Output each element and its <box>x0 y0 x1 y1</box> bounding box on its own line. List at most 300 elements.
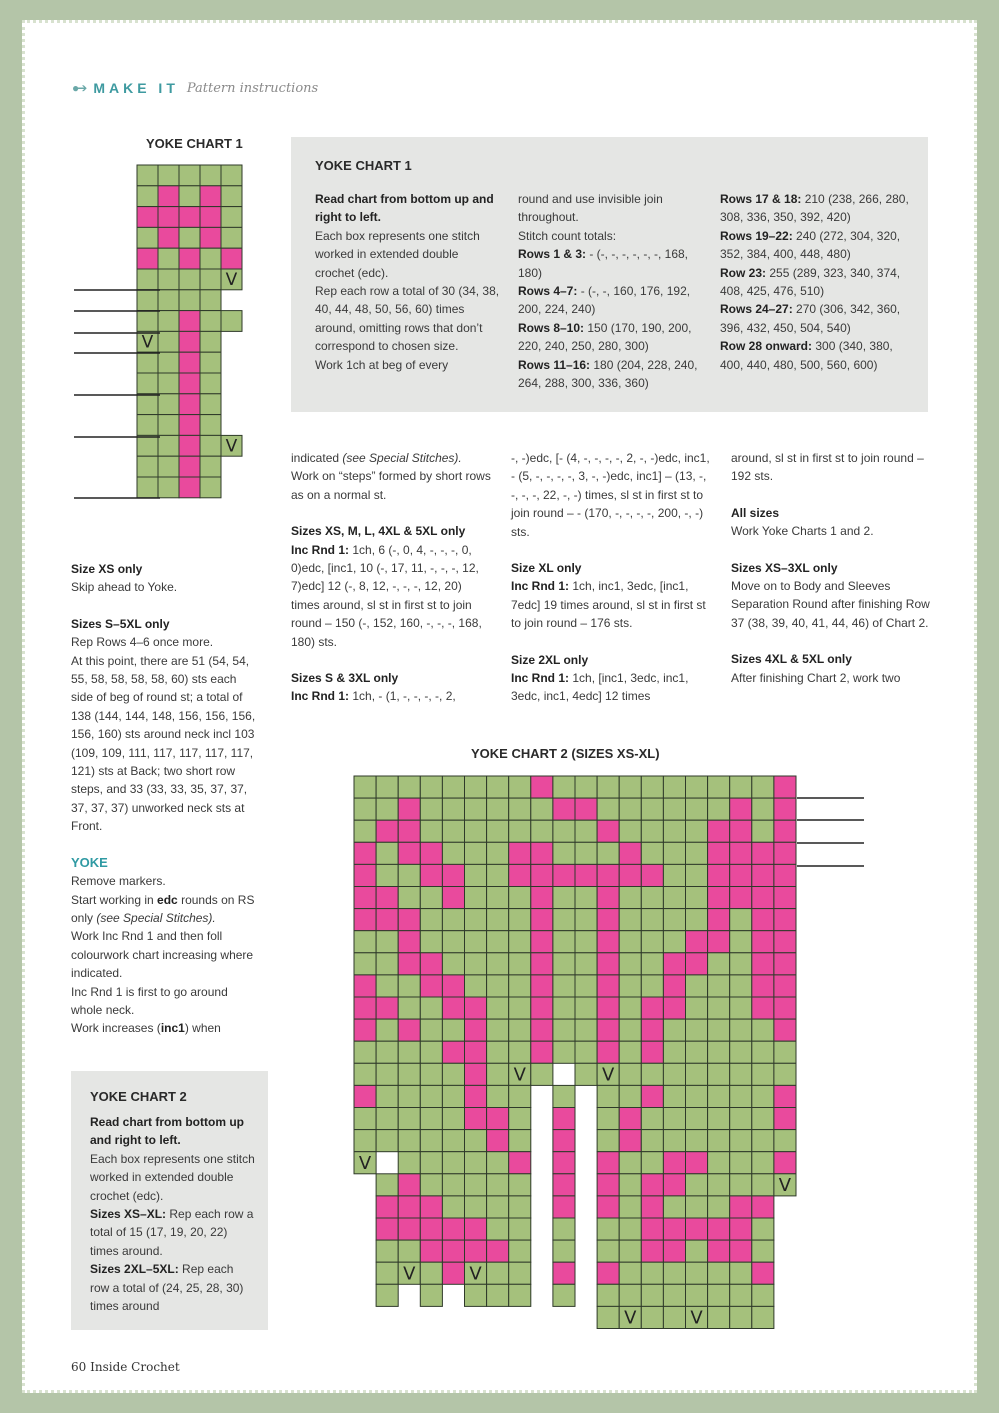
chart2-cell <box>708 1019 730 1041</box>
chart2-cell <box>398 1108 420 1130</box>
arrow-icon: ●➔ <box>72 81 86 95</box>
chart1-cell <box>179 227 200 248</box>
chart1-cell <box>158 373 179 394</box>
chart2-cell <box>376 1218 398 1240</box>
yoke-text-3: Work Inc Rnd 1 and then foll colourwork chart increasing where indicated. <box>71 929 254 981</box>
chart1-cell <box>179 352 200 373</box>
chart2-cell <box>641 1063 663 1085</box>
chart2-cell <box>619 1218 641 1240</box>
chart2-cell <box>420 1130 442 1152</box>
chart1-cell <box>200 227 221 248</box>
chart2-cell <box>752 1174 774 1196</box>
chart2-cell <box>641 864 663 886</box>
chart1-cell <box>179 165 200 186</box>
chart2-cell <box>641 1196 663 1218</box>
chart2-cell <box>354 1063 376 1085</box>
chart2-cell <box>398 798 420 820</box>
chart2-cell <box>730 887 752 909</box>
chart2-increase-mark: V <box>690 1307 703 1329</box>
chart2-cell <box>663 1262 685 1284</box>
chart2-cell <box>420 1262 442 1284</box>
chart2-cell <box>708 975 730 997</box>
chart2-cell <box>553 1174 575 1196</box>
chart2-cell <box>487 1130 509 1152</box>
chart1-box-line: Rows 11–16: 180 (204, 228, 240, 264, 288, 300, 336, 360) <box>518 357 698 391</box>
chart2-cell <box>420 776 442 798</box>
chart2-cell <box>420 1041 442 1063</box>
chart2-cell <box>487 1152 509 1174</box>
chart2-cell <box>420 1085 442 1107</box>
chart2-cell <box>752 1063 774 1085</box>
chart2-cell <box>376 1019 398 1041</box>
chart2-cell <box>376 1085 398 1107</box>
chart2-cell <box>752 997 774 1019</box>
chart1-cell <box>137 186 158 207</box>
chart2-cell <box>619 953 641 975</box>
chart2-cell <box>354 1108 376 1130</box>
chart2-cell <box>619 1041 641 1063</box>
chart1-cell <box>221 248 242 269</box>
chart2-cell <box>487 1218 509 1240</box>
chart2-cell <box>597 776 619 798</box>
chart2-cell <box>597 1130 619 1152</box>
chart2-cell <box>398 1130 420 1152</box>
chart2-cell <box>398 820 420 842</box>
mid2-heading-2: Size XL only <box>511 561 582 576</box>
chart2-cell <box>398 1240 420 1262</box>
chart2-cell <box>442 953 464 975</box>
chart2-cell <box>774 909 796 931</box>
chart2-cell <box>553 798 575 820</box>
chart2-cell <box>597 997 619 1019</box>
chart2-cell <box>663 798 685 820</box>
chart2-cell <box>752 931 774 953</box>
chart2-cell <box>708 1041 730 1063</box>
chart2-cell <box>663 953 685 975</box>
chart2-cell <box>619 1130 641 1152</box>
chart2-cell <box>376 1041 398 1063</box>
chart1-cell <box>200 269 221 290</box>
chart2-cell <box>641 997 663 1019</box>
chart1-cell <box>158 352 179 373</box>
chart2-cell <box>487 798 509 820</box>
chart2-cell <box>686 1240 708 1262</box>
chart2-cell <box>398 842 420 864</box>
chart2-cell <box>487 842 509 864</box>
chart1-cell <box>158 435 179 456</box>
chart2-cell <box>686 776 708 798</box>
chart2-cell <box>730 1041 752 1063</box>
chart2-cell <box>708 931 730 953</box>
chart2-cell <box>663 1240 685 1262</box>
chart1-cell <box>158 248 179 269</box>
left-column <box>71 560 261 1038</box>
chart1-cell <box>137 227 158 248</box>
chart2-cell <box>708 1174 730 1196</box>
yoke-text-5: Work increases (inc1) when <box>71 1021 221 1036</box>
right-text-2: Work Yoke Charts 1 and 2. <box>731 524 874 539</box>
chart2-cell <box>509 1152 531 1174</box>
chart2-cell <box>619 1085 641 1107</box>
chart2-cell <box>752 909 774 931</box>
chart1-cell <box>221 165 242 186</box>
chart2-cell <box>752 1218 774 1240</box>
chart2-cell <box>730 1085 752 1107</box>
chart2-cell <box>354 997 376 1019</box>
chart2-cell <box>354 931 376 953</box>
chart2-cell <box>663 1041 685 1063</box>
chart2-cell <box>575 997 597 1019</box>
chart2-cell <box>663 1174 685 1196</box>
sizes-s-text-2: At this point, there are 51 (54, 54, 55, 58, 58, 58, 58, 60) sts each side of beg of round st; a total of 138 (144, 144, 148, 156, 156, 156, 156, 160) sts around neck incl 103 (109, 109, 111, 117, 117, 117, 117, 121) sts at Back; two short row steps, and 33 (33, 33, 35, 37, 37, 37, 37, 37) unworked neck sts at Front. <box>71 653 256 834</box>
chart2-cell <box>420 1019 442 1041</box>
chart2-cell <box>686 1262 708 1284</box>
chart1-cell <box>158 290 179 311</box>
chart2-cell <box>619 1240 641 1262</box>
chart2-cell <box>774 1085 796 1107</box>
chart1-box-line: Rows 1 & 3: - (-, -, -, -, -, -, 168, 180) <box>518 247 689 280</box>
chart2-cell <box>730 776 752 798</box>
chart2-cell <box>663 776 685 798</box>
chart2-cell <box>686 1174 708 1196</box>
chart2-cell <box>376 864 398 886</box>
chart2-cell <box>774 798 796 820</box>
chart2-cell <box>420 798 442 820</box>
chart2-cell <box>774 1152 796 1174</box>
chart2-cell <box>774 776 796 798</box>
chart2-cell <box>509 820 531 842</box>
chart2-cell <box>465 1174 487 1196</box>
chart1-cell <box>158 165 179 186</box>
chart2-cell <box>420 1218 442 1240</box>
yoke-text-1: Remove markers. <box>71 874 166 889</box>
chart2-cell <box>531 931 553 953</box>
chart2-cell <box>420 909 442 931</box>
chart2-cell <box>509 776 531 798</box>
chart2-cell <box>575 931 597 953</box>
chart2-cell <box>465 997 487 1019</box>
chart1-cell <box>200 415 221 436</box>
chart2-cell <box>686 931 708 953</box>
chart2-cell <box>686 1085 708 1107</box>
chart2-cell <box>708 1085 730 1107</box>
chart2-cell <box>354 864 376 886</box>
chart2-cell <box>531 1041 553 1063</box>
chart2-cell <box>376 909 398 931</box>
chart2-cell <box>420 1196 442 1218</box>
chart2-cell <box>708 842 730 864</box>
chart2-cell <box>509 931 531 953</box>
chart2-cell <box>398 1196 420 1218</box>
chart2-increase-mark: V <box>601 1064 615 1086</box>
chart2-cell <box>531 842 553 864</box>
chart2-cell <box>730 1306 752 1328</box>
middle-column-2 <box>511 449 711 706</box>
chart2-box-title: YOKE CHART 2 <box>90 1089 187 1104</box>
chart2-cell <box>663 1063 685 1085</box>
chart2-cell <box>686 1152 708 1174</box>
chart2-cell <box>663 820 685 842</box>
chart2-cell <box>752 1152 774 1174</box>
yoke-text-4: Inc Rnd 1 is first to go around whole neck. <box>71 984 228 1017</box>
chart1-box-line: Row 23: 255 (289, 323, 340, 374, 408, 425, 476, 510) <box>720 265 901 299</box>
chart2-cell <box>354 1085 376 1107</box>
page-number: 60 <box>71 1360 87 1374</box>
chart1-cell <box>179 269 200 290</box>
chart2-cell <box>641 1306 663 1328</box>
chart1-cell <box>158 227 179 248</box>
chart2-cell <box>686 798 708 820</box>
chart1-cell <box>221 207 242 228</box>
chart2-cell <box>575 820 597 842</box>
chart2-cell <box>442 975 464 997</box>
mid2-heading-3: Size 2XL only <box>511 652 589 667</box>
chart2-cell <box>398 1174 420 1196</box>
chart2-cell <box>398 887 420 909</box>
chart2-cell <box>619 1174 641 1196</box>
chart2-cell <box>465 1085 487 1107</box>
chart2-cell <box>376 798 398 820</box>
chart2-cell <box>730 1284 752 1306</box>
chart2-cell <box>575 776 597 798</box>
chart1-cell <box>200 290 221 311</box>
chart2-cell <box>442 909 464 931</box>
chart2-box-text <box>90 1113 255 1315</box>
chart2-cell <box>442 1240 464 1262</box>
chart2-cell <box>465 1196 487 1218</box>
chart2-cell <box>509 953 531 975</box>
chart2-cell <box>354 798 376 820</box>
chart1-cell <box>158 477 179 498</box>
chart2-cell <box>442 1108 464 1130</box>
chart2-cell <box>774 842 796 864</box>
chart1-box-line: Rows 17 & 18: 210 (238, 266, 280, 308, 336, 350, 392, 420) <box>720 192 909 225</box>
chart2-cell <box>774 1041 796 1063</box>
chart2-cell <box>774 997 796 1019</box>
chart2-cell <box>686 887 708 909</box>
chart1-cell <box>200 456 221 477</box>
chart1-box-line: Read chart from bottom up and right to left. <box>315 192 494 225</box>
chart1-cell <box>200 207 221 228</box>
chart2-cell <box>509 975 531 997</box>
chart2-cell <box>442 864 464 886</box>
size-xs-text: Skip ahead to Yoke. <box>71 580 178 595</box>
chart2-cell <box>663 975 685 997</box>
chart1-cell <box>137 248 158 269</box>
chart1-cell <box>137 394 158 415</box>
chart2-cell <box>774 1130 796 1152</box>
chart2-cell <box>708 798 730 820</box>
chart2-cell <box>487 1108 509 1130</box>
chart2-cell <box>752 953 774 975</box>
chart2-cell <box>420 975 442 997</box>
chart2-cell <box>553 1218 575 1240</box>
chart2-cell <box>730 1262 752 1284</box>
chart2-cell <box>553 1130 575 1152</box>
chart2-cell <box>774 931 796 953</box>
chart1-increase-mark: V <box>225 270 238 291</box>
chart2-cell <box>487 975 509 997</box>
chart2-cell <box>376 1130 398 1152</box>
chart1-cell <box>179 311 200 332</box>
chart1-box-line: Stitch count totals: <box>518 228 617 243</box>
chart2-cell <box>420 953 442 975</box>
chart2-cell <box>553 1262 575 1284</box>
chart2-cell <box>442 798 464 820</box>
chart2-cell <box>376 975 398 997</box>
chart2-cell <box>752 1130 774 1152</box>
chart1-box-line: Rows 4–7: - (-, -, 160, 176, 192, 200, 224, 240) <box>518 284 691 317</box>
chart2-cell <box>398 909 420 931</box>
chart1-box-col2 <box>518 190 703 392</box>
chart2-cell <box>487 887 509 909</box>
chart2-increase-mark: V <box>358 1152 372 1174</box>
chart2-cell <box>752 1262 774 1284</box>
chart2-cell <box>553 1041 575 1063</box>
chart2-cell <box>597 1108 619 1130</box>
chart2-cell <box>641 1218 663 1240</box>
chart2-cell <box>619 1262 641 1284</box>
chart2-cell <box>553 1284 575 1306</box>
chart1-cell <box>221 227 242 248</box>
chart2-cell <box>774 820 796 842</box>
chart2-increase-mark: V <box>513 1064 526 1086</box>
chart2-cell <box>641 975 663 997</box>
chart1-cell <box>137 456 158 477</box>
chart2-cell <box>487 953 509 975</box>
chart2-cell <box>619 1063 641 1085</box>
chart2-cell <box>553 975 575 997</box>
yoke-heading: YOKE <box>71 854 108 870</box>
chart2-cell <box>442 776 464 798</box>
chart1-cell <box>137 311 158 332</box>
chart1-cell <box>137 207 158 228</box>
mid2-text-1: -, -)edc, [- (4, -, -, -, -, 2, -, -)edc, inc1, - (5, -, -, -, -, 3, -, -)edc, inc1] – (13, -, -, -, -, 22, -, -) times, sl st in first st to join round – - (170, -, -, -, -, 200, -, -) sts. <box>511 451 710 539</box>
chart2-cell <box>465 931 487 953</box>
chart2-cell <box>442 1130 464 1152</box>
chart2-cell <box>730 1130 752 1152</box>
chart2-cell <box>730 1174 752 1196</box>
chart2-cell <box>686 975 708 997</box>
chart2-cell <box>553 1108 575 1130</box>
chart1-box-col3 <box>720 190 910 374</box>
chart1-cell <box>137 477 158 498</box>
chart2-cell <box>442 1174 464 1196</box>
chart2-cell <box>641 798 663 820</box>
chart1-cell <box>137 373 158 394</box>
chart2-cell <box>686 1041 708 1063</box>
chart2-cell <box>752 1196 774 1218</box>
chart2-cell <box>575 1019 597 1041</box>
chart2-cell <box>420 1174 442 1196</box>
chart2-cell <box>420 887 442 909</box>
size-xs-heading: Size XS only <box>71 562 143 576</box>
chart1-cell <box>137 415 158 436</box>
sizes-s-heading: Sizes S–5XL only <box>71 616 170 631</box>
mid2-text-3: Inc Rnd 1: 1ch, [inc1, 3edc, inc1, 3edc, inc1, 4edc] 12 times <box>511 671 689 704</box>
chart1-cell <box>200 477 221 498</box>
chart2-cell <box>487 1041 509 1063</box>
chart2-cell <box>376 1108 398 1130</box>
chart2-cell <box>708 1306 730 1328</box>
chart2-cell <box>398 1152 420 1174</box>
chart2-cell <box>553 887 575 909</box>
chart2-cell <box>597 887 619 909</box>
chart2-cell <box>509 1130 531 1152</box>
chart2-cell <box>730 842 752 864</box>
chart1-cell <box>137 352 158 373</box>
chart2-cell <box>730 1152 752 1174</box>
chart2-cell <box>398 931 420 953</box>
chart2-cell <box>619 997 641 1019</box>
chart2-cell <box>686 953 708 975</box>
chart2-cell <box>442 1262 464 1284</box>
chart2-cell <box>465 820 487 842</box>
chart2-cell <box>398 1218 420 1240</box>
chart2-cell <box>686 997 708 1019</box>
chart2-cell <box>708 820 730 842</box>
chart2-cell <box>465 842 487 864</box>
chart2-cell <box>531 776 553 798</box>
chart2-cell <box>774 953 796 975</box>
chart2-cell <box>398 1085 420 1107</box>
chart2-cell <box>597 931 619 953</box>
chart2-cell <box>553 842 575 864</box>
chart2-cell <box>686 1063 708 1085</box>
chart2-cell <box>465 887 487 909</box>
chart2-cell <box>575 909 597 931</box>
chart2-cell <box>752 798 774 820</box>
chart2-cell <box>553 1152 575 1174</box>
chart2-cell <box>663 909 685 931</box>
chart2-cell <box>708 1262 730 1284</box>
chart2-cell <box>398 1019 420 1041</box>
chart2-cell <box>487 864 509 886</box>
chart2-cell <box>730 1063 752 1085</box>
chart2-cell <box>641 1130 663 1152</box>
chart2-cell <box>442 1019 464 1041</box>
chart2-cell <box>730 1108 752 1130</box>
chart2-cell <box>663 1085 685 1107</box>
chart2-cell <box>641 1152 663 1174</box>
chart2-cell <box>487 1174 509 1196</box>
chart1-box-line: round and use invisible join throughout. <box>518 192 663 225</box>
chart1-cell <box>200 373 221 394</box>
chart2-cell <box>641 820 663 842</box>
chart2-cell <box>597 1152 619 1174</box>
chart2-cell <box>752 1108 774 1130</box>
chart2-cell <box>442 1218 464 1240</box>
chart2-cell <box>708 887 730 909</box>
chart2-cell <box>354 842 376 864</box>
chart2-cell <box>553 1196 575 1218</box>
chart2-cell <box>465 1284 487 1306</box>
chart2-cell <box>663 864 685 886</box>
chart2-cell <box>752 776 774 798</box>
chart2-cell <box>619 842 641 864</box>
chart2-cell <box>708 864 730 886</box>
chart2-cell <box>641 1284 663 1306</box>
chart1-cell <box>200 165 221 186</box>
chart2-cell <box>465 975 487 997</box>
chart2-cell <box>730 997 752 1019</box>
chart1-cell <box>179 435 200 456</box>
chart2-cell <box>597 1284 619 1306</box>
chart2-cell <box>686 864 708 886</box>
chart2-cell <box>641 1019 663 1041</box>
chart1-box-title: YOKE CHART 1 <box>315 158 412 173</box>
chart2-cell <box>597 1019 619 1041</box>
